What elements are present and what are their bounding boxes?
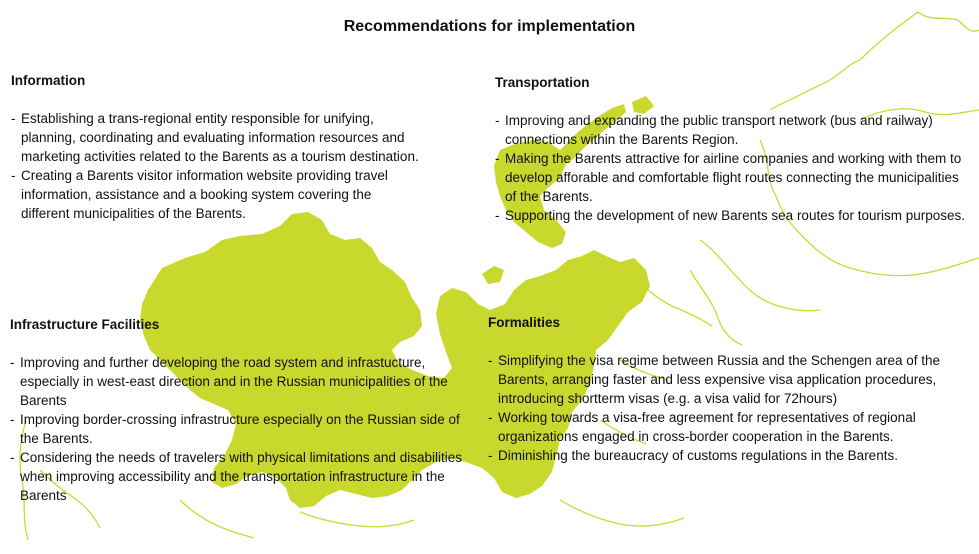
list-item: - Diminishing the bureaucracy of customs regulations in the Barents.	[488, 448, 898, 463]
information-list	[11, 109, 421, 223]
list-item: - Establishing a trans-regional entity responsible for unifying, planning, coordinating and evaluating information resources and marketing activities related to the Barents as a tourism destination.	[11, 111, 419, 164]
information-heading: Information	[11, 73, 86, 88]
page-title: Recommendations for implementation	[343, 18, 636, 35]
information-section	[11, 71, 421, 223]
list-item: - Improving and expanding the public transport network (bus and railway) connections within the Barents Region.	[495, 113, 933, 147]
list-item: - Simplifying the visa regime between Russia and the Schengen area of the Barents, arranging faster and less expensive visa application procedures, introducing shortterm visas (e.g. a visa valid for 72hours)	[488, 353, 941, 406]
transportation-section	[495, 73, 973, 225]
list-item: - Creating a Barents visitor information website providing travel information, assistance and a booking system covering the different municipalities of the Barents.	[11, 168, 388, 221]
list-item: - Improving and further developing the road system and infrastucture, especially in west-east direction and in the Russian municipalities of the Barents	[10, 355, 448, 408]
infrastructure-section	[10, 315, 470, 505]
transportation-list	[495, 111, 973, 225]
formalities-heading: Formalities	[488, 315, 561, 330]
list-item: - Working towards a visa-free agreement for representatives of regional organizations engaged in cross-border cooperation in the Barents.	[488, 410, 916, 444]
list-item: - Making the Barents attractive for airline companies and working with them to develop afforable and comfortable flight routes connecting the municipalities of the Barents.	[495, 151, 962, 204]
list-item: - Improving border-crossing infrastructure especially on the Russian side of the Barents.	[10, 412, 460, 446]
list-item: - Considering the needs of travelers with physical limitations and disabilities when improving accessibility and the transportation infrastructure in the Barents	[10, 450, 462, 503]
list-item: - Supporting the development of new Barents sea routes for tourism purposes.	[495, 208, 966, 223]
transportation-heading: Transportation	[495, 75, 590, 90]
infrastructure-heading: Infrastructure Facilities	[10, 317, 160, 332]
formalities-list	[488, 351, 958, 465]
infrastructure-list	[10, 353, 470, 505]
formalities-section	[488, 313, 958, 465]
